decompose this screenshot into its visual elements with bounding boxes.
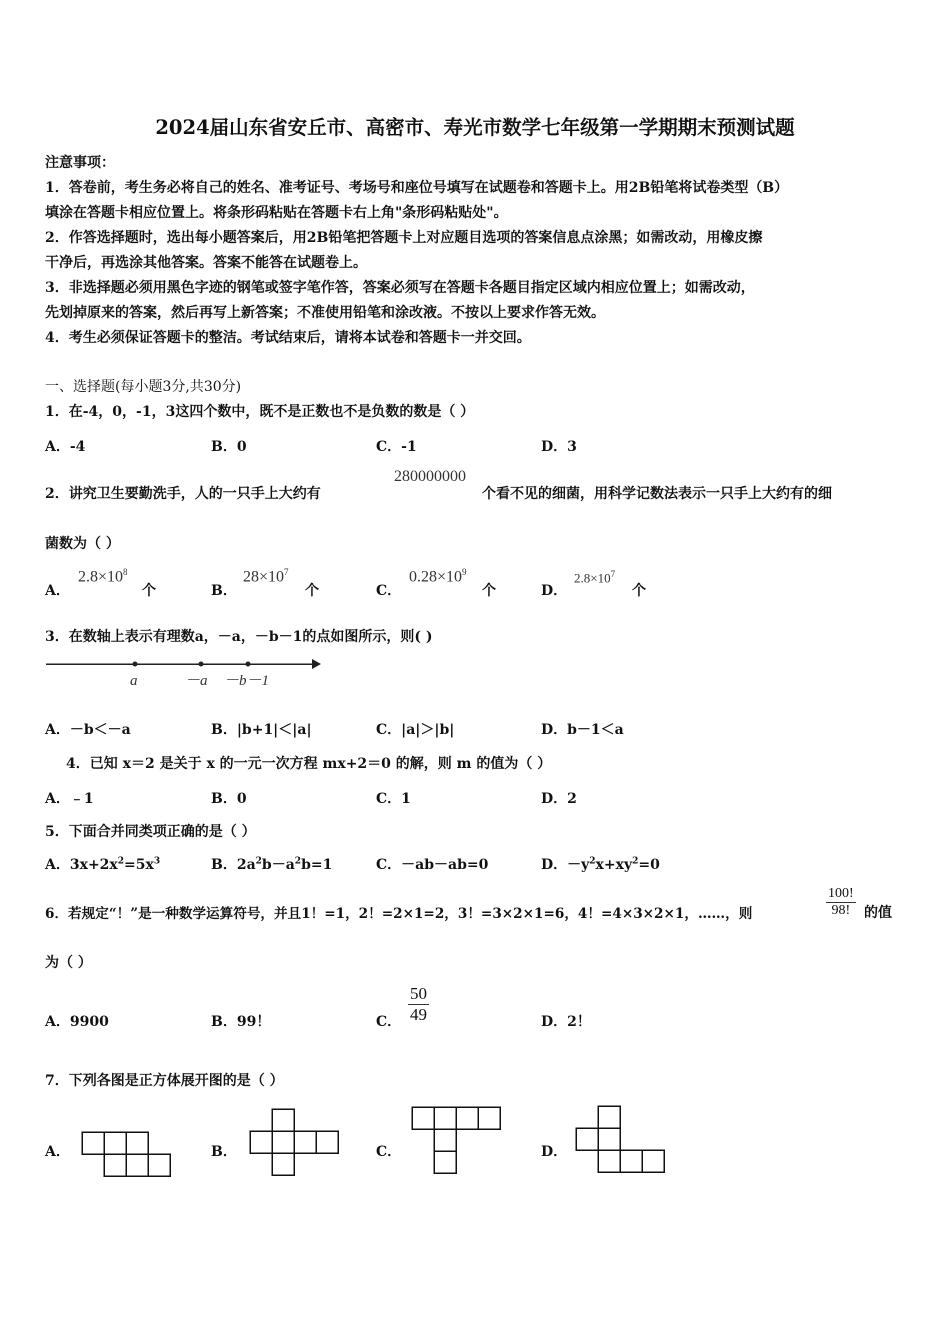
q6-fraction-denominator: 98! xyxy=(831,903,851,918)
q2-option-a-unit: 个 xyxy=(142,583,156,599)
q2-option-c xyxy=(376,580,401,600)
q2-d-times: ×10 xyxy=(590,570,611,586)
point-a-label: a xyxy=(130,673,138,689)
q1-option-d: D．3 xyxy=(541,439,577,455)
q2-b-times: ×10 xyxy=(259,568,285,586)
q5-d-sup: 2 xyxy=(632,856,639,867)
q5-a-part: A．3x+2x xyxy=(45,857,118,873)
q2-option-d-expr xyxy=(574,569,615,586)
q2-option-b-unit: 个 xyxy=(305,583,319,599)
q2-option-a-label: A． xyxy=(45,583,70,599)
q5-stem: 5．下面合并同类项正确的是（ ） xyxy=(45,824,256,840)
q3-option-c: C．|a|＞|b| xyxy=(376,722,455,738)
point-neg-a-label: －a xyxy=(185,673,208,689)
q2-number: 280000000 xyxy=(394,468,466,485)
q5-a-sup: 2 xyxy=(117,856,125,867)
notice-line: 1．答卷前，考生务必将自己的姓名、准考证号、考场号和座位号填写在试题卷和答题卡上。用2B铅笔将试卷类型（B） xyxy=(45,180,789,196)
q5-option-c: C．－ab－ab=0 xyxy=(376,857,489,873)
q2-c-exponent: 9 xyxy=(462,567,467,577)
q6-option-b: B．99！ xyxy=(211,1014,271,1030)
q6-option-c-fraction xyxy=(408,984,429,1025)
q2-option-b-label: B． xyxy=(211,583,237,599)
q6-option-a: A．9900 xyxy=(45,1014,109,1030)
q7-option-b: B． xyxy=(211,1144,237,1160)
q2-stem-part-a: 2．讲究卫生要勤洗手，人的一只手上大约有 xyxy=(45,486,321,502)
q5-d-part: x+xy xyxy=(595,857,633,873)
q6-stem-part-c: 为（ ） xyxy=(45,955,92,971)
q2-option-a-expr xyxy=(78,567,128,586)
q6-c-denominator: 49 xyxy=(410,1005,427,1024)
notice-line: 填涂在答题卡相应位置上。将条形码粘贴在答题卡右上角"条形码粘贴处"。 xyxy=(45,205,508,221)
number-line-figure xyxy=(44,652,326,692)
q2-option-c-label: C． xyxy=(376,583,402,599)
q4-option-b: B．0 xyxy=(211,791,247,807)
q2-d-mantissa: 2.8 xyxy=(574,570,591,586)
q4-option-d: D．2 xyxy=(541,791,577,807)
q2-a-times: ×10 xyxy=(98,568,124,586)
q7-net-b xyxy=(248,1107,344,1181)
q2-option-d xyxy=(541,580,567,600)
q3-stem: 3．在数轴上表示有理数a，－a，－b－1的点如图所示，则( ) xyxy=(45,629,433,645)
q6-stem-part-a: 6．若规定“！”是一种数学运算符号，并且1！=1，2！=2×1=2，3！=3×2×1=6，4！=4×3×2×1，……，则 xyxy=(45,906,753,922)
point-neg-b-minus-1-label: －b－1 xyxy=(224,673,270,689)
q6-fraction-box xyxy=(826,886,856,919)
q2-b-exponent: 7 xyxy=(284,567,289,577)
q5-a-sup: 3 xyxy=(153,856,161,867)
q3-option-a: A．－b＜－a xyxy=(45,722,131,738)
q5-b-part: B．2a xyxy=(211,857,256,873)
q2-option-b-expr xyxy=(243,567,289,586)
notice-line: 先划掉原来的答案，然后再写上新答案；不准使用铅笔和涂改液。不按以上要求作答无效。 xyxy=(45,305,605,321)
q6-c-fraction-box xyxy=(408,984,429,1025)
q7-net-a xyxy=(80,1130,176,1180)
q2-d-exponent: 7 xyxy=(610,569,616,579)
q5-d-part: =0 xyxy=(638,857,660,873)
q2-b-mantissa: 28 xyxy=(243,568,259,586)
q2-option-c-unit: 个 xyxy=(482,583,496,599)
notice-heading: 注意事项： xyxy=(45,155,115,171)
notice-line: 4．考生必须保证答题卡的整洁。考试结束后，请将本试卷和答题卡一并交回。 xyxy=(45,330,531,346)
q6-fraction xyxy=(826,886,856,919)
q5-b-sup: 2 xyxy=(255,856,262,867)
q5-option-b xyxy=(211,854,332,874)
notice-line: 2．作答选择题时，选出每小题答案后，用2B铅笔把答题卡上对应题目选项的答案信息点涂黑；如需改动，用橡皮擦 xyxy=(45,230,763,246)
q2-option-a xyxy=(45,580,70,600)
q5-b-part: b=1 xyxy=(301,857,333,873)
q5-b-sup: 2 xyxy=(294,856,302,867)
q2-stem-part-b: 个看不见的细菌，用科学记数法表示一只手上大约有的细 xyxy=(482,486,832,502)
section-heading: 一、选择题(每小题3分,共30分) xyxy=(45,379,242,395)
q2-c-times: ×10 xyxy=(437,568,463,586)
q2-option-b xyxy=(211,580,237,600)
q5-option-d xyxy=(541,854,660,874)
q1-option-a: A．-4 xyxy=(45,439,86,455)
q1-option-b: B．0 xyxy=(211,439,247,455)
q5-d-sup: 2 xyxy=(589,856,596,867)
q3-option-d: D．b－1＜a xyxy=(541,722,624,738)
q1-option-c: C．-1 xyxy=(376,439,417,455)
q5-a-part: =5x xyxy=(124,857,154,873)
q2-c-mantissa: 0.28 xyxy=(409,568,437,586)
q1-stem: 1．在-4，0，-1，3这四个数中，既不是正数也不是负数的数是（ ） xyxy=(45,404,475,420)
q7-net-c xyxy=(410,1105,506,1179)
q6-option-d: D．2！ xyxy=(541,1014,591,1030)
q7-stem: 7．下列各图是正方体展开图的是（ ） xyxy=(45,1073,284,1089)
point-a xyxy=(133,662,138,667)
point-neg-a xyxy=(199,662,204,667)
q7-option-d: D． xyxy=(541,1144,568,1160)
q7-option-a: A． xyxy=(45,1144,70,1160)
q6-stem-part-b: 的值 xyxy=(864,905,892,921)
q7-net-d xyxy=(574,1104,670,1178)
q6-fraction-numerator: 100! xyxy=(828,886,854,901)
q3-option-b: B．|b+1|＜|a| xyxy=(211,722,312,738)
q4-option-a: A．﹣1 xyxy=(45,791,94,807)
q4-stem: 4．已知 x＝2 是关于 x 的一元一次方程 mx+2＝0 的解，则 m 的值为（ ） xyxy=(66,756,552,772)
q2-a-exponent: 8 xyxy=(123,567,128,577)
q2-option-d-unit: 个 xyxy=(632,583,646,599)
q2-stem-part-c: 菌数为（ ） xyxy=(45,536,120,552)
q2-a-mantissa: 2.8 xyxy=(78,568,98,586)
q6-option-c: C． xyxy=(376,1014,402,1030)
notice-line: 3．非选择题必须用黑色字迹的钢笔或签字笔作答，答案必须写在答题卡各题目指定区域内相应位置上；如需改动， xyxy=(45,280,755,296)
q5-d-part: D．－y xyxy=(541,857,590,873)
q2-option-c-expr xyxy=(409,567,467,586)
q6-c-numerator: 50 xyxy=(410,984,427,1003)
q7-option-c: C． xyxy=(376,1144,402,1160)
q5-b-part: b－a xyxy=(261,857,295,873)
q4-option-c: C．1 xyxy=(376,791,411,807)
q2-stem xyxy=(45,483,321,503)
point-neg-b-minus-1 xyxy=(246,662,251,667)
notice-line: 干净后，再选涂其他答案。答案不能答在试题卷上。 xyxy=(45,255,367,271)
q5-option-a xyxy=(45,854,160,874)
q2-option-d-label: D． xyxy=(541,583,568,599)
page-title: 2024届山东省安丘市、高密市、寿光市数学七年级第一学期期末预测试题 xyxy=(155,116,795,139)
